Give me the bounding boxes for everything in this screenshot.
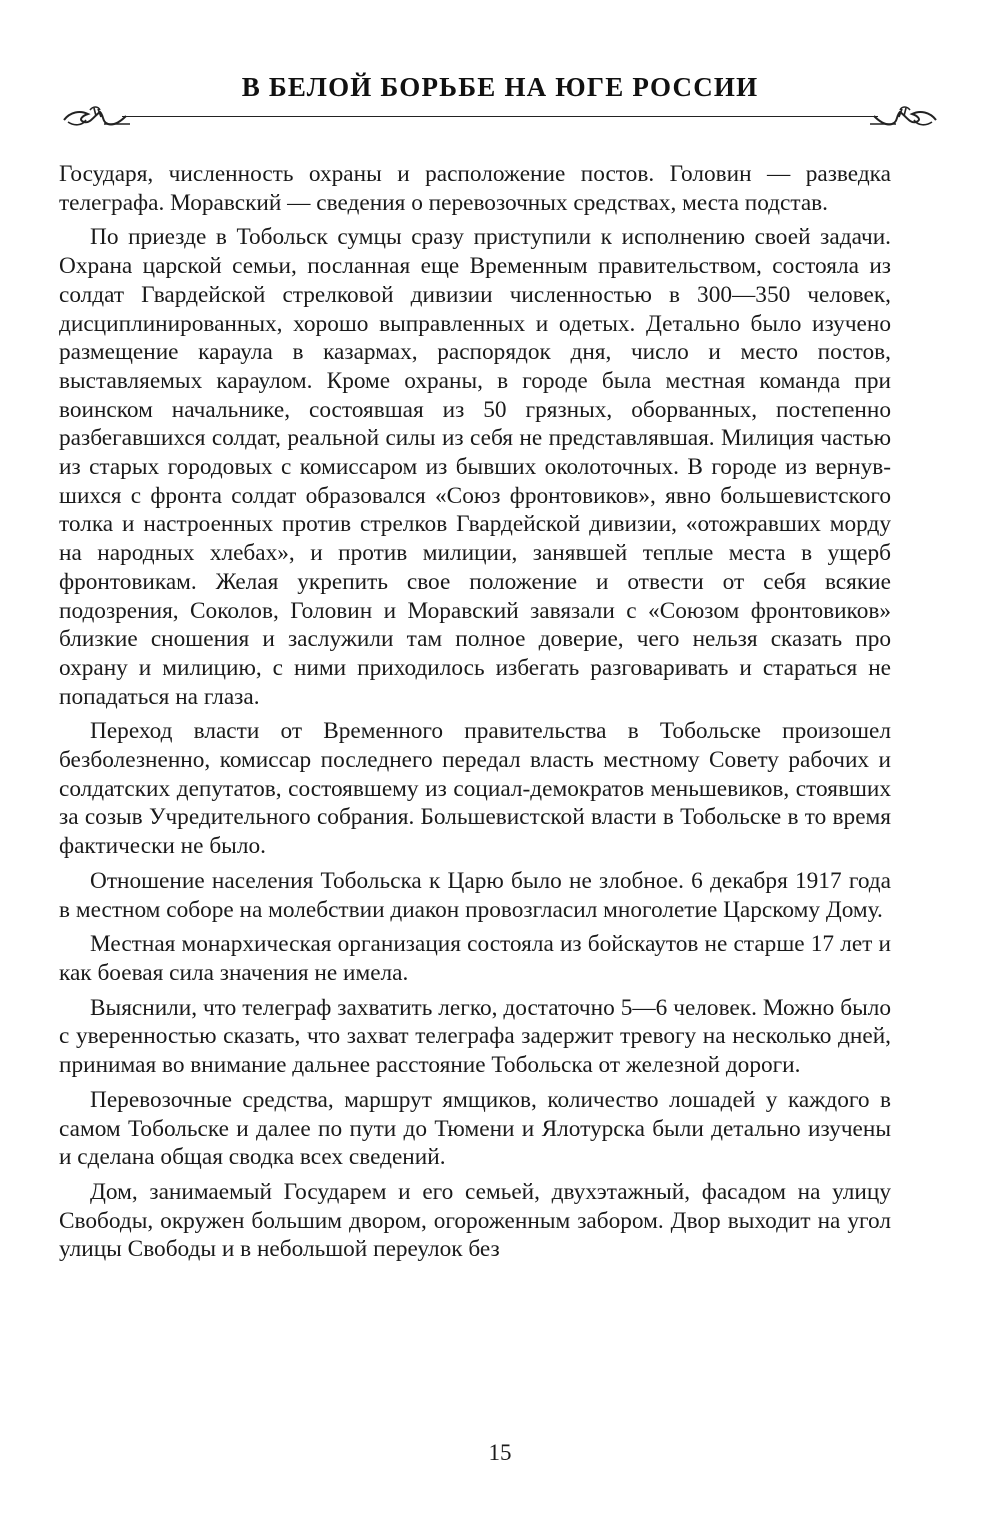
page-number: 15	[488, 1440, 512, 1465]
paragraph: Отношение населения Тобольска к Царю было не злобное. 6 декабря 1917 года в местном соборе на молебствии диакон провозгласил многолетие Царскому Дому.	[59, 867, 891, 923]
paragraph: Перевозочные средства, маршрут ямщиков, количество лошадей у каждого в самом Тобольске и далее по пути до Тюмени и Ялотурска были детально изучены и сделана общая сводка всех сведений.	[59, 1086, 891, 1171]
body-text	[59, 160, 891, 1270]
paragraph: Местная монархическая организация состояла из бойскаутов не старше 17 лет и как боевая сила значения не имела.	[59, 931, 891, 986]
running-header	[60, 62, 940, 126]
paragraph: Государя, численность охраны и расположение постов. Головин — разведка телеграфа. Моравский — сведения о перевозочных средствах, места подстав.	[59, 161, 891, 216]
paragraph: По приезде в Тобольск сумцы сразу приступили к исполнению своей задачи. Охрана царской семьи, посланная еще Временным правительством, состояла из солдат Гвардейской стрелковой дивизии численностью в 300—350 человек, дисциплинированных, хорошо выправленных и одетых. Детально было изучено размещение караула в казармах, распорядок дня, число и место постов, выставляемых караулом. Кроме охраны, в городе была местная команда при воинском начальнике, состоявшая из 50 грязных, оборванных, постепенно разбегавшихся солдат, реальной силы из себя не представлявшая. Милиция частью из старых городовых с комиссаром из бывших околоточных. В городе из вернувшихся с фронта солдат образовался «Союз фронтовиков», явно большевистского толка и настроенных против стрелков Гвардейской дивизии, «отожравших морду на народных хлебах», и против милиции, занявшей теплые места в ущерб фронтовикам. Желая укрепить свое положение и отвести от себя всякие подозрения, Соколов, Головин и Моравский завязали с «Союзом фронтовиков» близкие сношения и заслужили там полное доверие, чего нельзя сказать про охрану и милицию, с ними приходилось избегать разговаривать и стараться не попадаться на глаза.	[59, 224, 891, 710]
paragraph: Переход власти от Временного правительства в Тобольске произошел безболезненно, комиссар последнего передал власть местному Совету рабочих и солдатских депутатов, состоявшему из социал-демократов меньшевиков, стоявших за созыв Учредительного собрания. Большевистской власти в Тобольске в то время фактически не было.	[59, 718, 891, 860]
flourish-ornament-icon	[870, 102, 940, 132]
header-divider	[122, 116, 878, 117]
running-header-title: В БЕЛОЙ БОРЬБЕ НА ЮГЕ РОССИИ	[241, 72, 759, 102]
paragraph: Дом, занимаемый Государем и его семьей, двухэтажный, фасадом на улицу Свободы, окружен большим двором, огороженным забором. Двор выходит на угол улицы Свободы и в небольшой переулок без	[59, 1178, 891, 1263]
paragraph: Выяснили, что телеграф захватить легко, достаточно 5—6 человек. Можно было с уверенностью сказать, что захват телеграфа задержит тревогу на несколько дней, принимая во внимание дальнее расстояние Тобольска от железной дороги.	[59, 994, 891, 1079]
flourish-ornament-icon	[60, 102, 130, 132]
